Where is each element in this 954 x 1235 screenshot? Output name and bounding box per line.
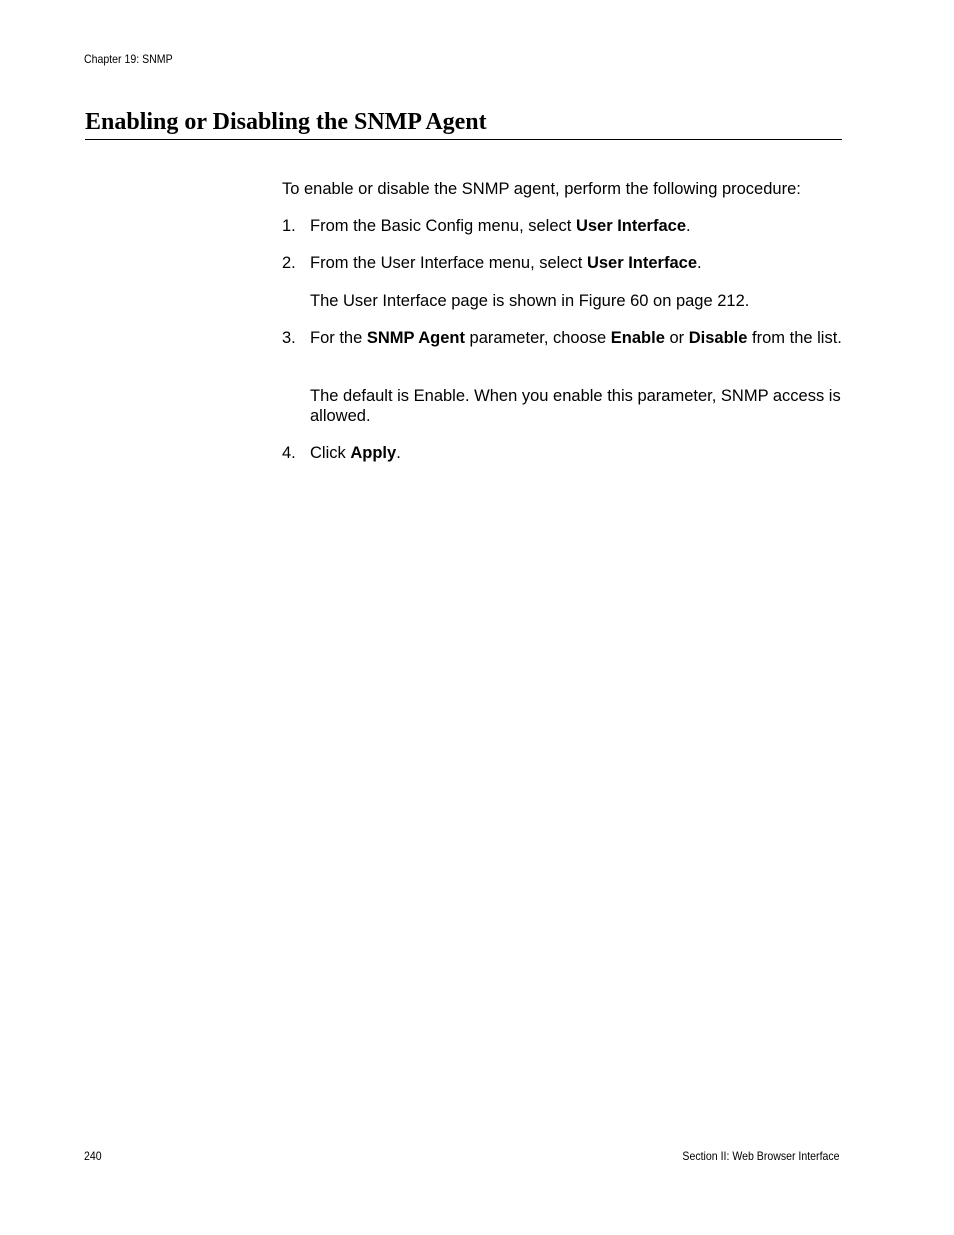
step-2-note: The User Interface page is shown in Figure 60 on page 212. [310, 292, 750, 310]
menu-item-user-interface: User Interface [575, 217, 687, 235]
step-text: For the SNMP Agent parameter, choose Enable or Disable from the list. [310, 329, 842, 347]
page-number: 240 [84, 1149, 102, 1163]
title-rule [85, 139, 842, 140]
option-enable: Enable [610, 329, 665, 347]
step-number: 4. [282, 444, 296, 462]
intro-paragraph: To enable or disable the SNMP agent, perform the following procedure: [282, 180, 801, 198]
running-header: Chapter 19: SNMP [84, 52, 173, 66]
apply-label: Apply [350, 444, 397, 462]
step-text: From the User Interface menu, select User Interface. [310, 254, 702, 272]
step-3-note: The default is Enable. When you enable this parameter, SNMP access is allowed. [310, 387, 841, 425]
step-1 [282, 216, 842, 236]
step-number: 2. [282, 254, 296, 272]
step-text: From the Basic Config menu, select User Interface. [310, 217, 691, 235]
option-disable: Disable [688, 329, 748, 347]
section-title: Enabling or Disabling the SNMP Agent [85, 109, 487, 135]
step-2 [282, 253, 842, 273]
step-3 [282, 328, 842, 348]
menu-item-user-interface: User Interface [586, 254, 698, 272]
parameter-snmp-agent: SNMP Agent [366, 329, 465, 347]
step-4 [282, 443, 842, 463]
step-number: 3. [282, 329, 296, 347]
footer-section: Section II: Web Browser Interface [682, 1149, 840, 1163]
step-number: 1. [282, 217, 296, 235]
step-text: Click Apply. [310, 444, 401, 462]
